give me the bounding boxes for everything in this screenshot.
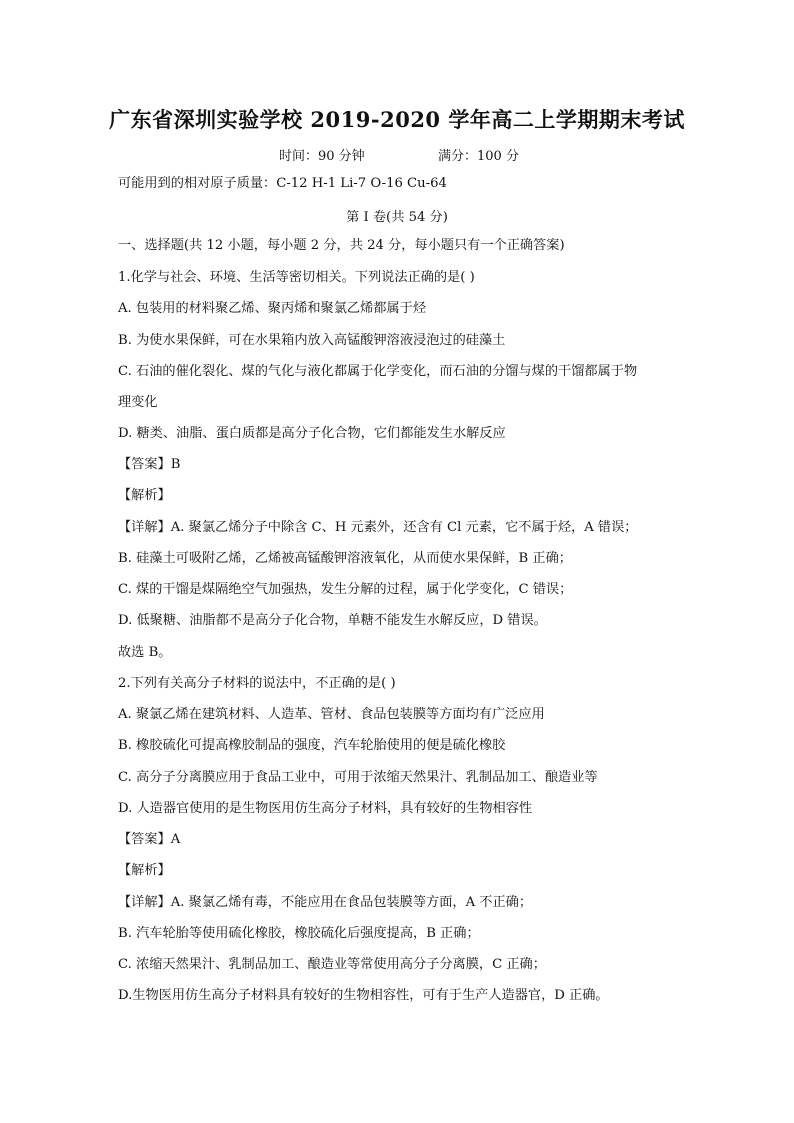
q1-detail-c: C. 煤的干馏是煤隔绝空气加强热，发生分解的过程，属于化学变化，C 错误；: [118, 582, 573, 597]
q1-option-d: D. 糖类、油脂、蛋白质都是高分子化合物，它们都能发生水解反应: [118, 426, 506, 441]
q2-detail-a: 【详解】A. 聚氯乙烯有毒，不能应用在食品包装膜等方面，A 不正确；: [118, 895, 533, 910]
q2-stem: 2.下列有关高分子材料的说法中，不正确的是( ): [118, 676, 396, 691]
q2-detail-d: D.生物医用仿生高分子材料具有较好的生物相容性，可有于生产人造器官，D 正确。: [118, 988, 609, 1003]
atomic-masses: 可能用到的相对原子质量：C-12 H-1 Li-7 O-16 Cu-64: [118, 176, 447, 191]
q2-option-a: A. 聚氯乙烯在建筑材料、人造革、管材、食品包装膜等方面均有广泛应用: [118, 707, 545, 722]
q1-option-c-line1: C. 石油的催化裂化、煤的气化与液化都属于化学变化，而石油的分馏与煤的干馏都属于物: [118, 364, 638, 379]
q2-analysis-label: 【解析】: [118, 863, 171, 878]
q1-option-c-line2: 理变化: [118, 395, 158, 410]
q2-option-c: C. 高分子分离膜应用于食品工业中，可用于浓缩天然果汁、乳制品加工、酿造业等: [118, 770, 598, 785]
q2-detail-c: C. 浓缩天然果汁、乳制品加工、酿造业等常使用高分子分离膜，C 正确；: [118, 957, 546, 972]
q1-analysis-label: 【解析】: [118, 488, 171, 503]
section-heading: 一、选择题(共 12 小题，每小题 2 分，共 24 分，每小题只有一个正确答案): [118, 238, 565, 253]
q1-detail-d: D. 低聚糖、油脂都不是高分子化合物，单糖不能发生水解反应，D 错误。: [118, 613, 547, 628]
q1-detail-a: 【详解】A. 聚氯乙烯分子中除含 C、H 元素外，还含有 Cl 元素，它不属于烃，A 错误；: [118, 520, 638, 535]
q1-answer: 【答案】B: [118, 457, 181, 472]
exam-title: 广东省深圳实验学校 2019-2020 学年高二上学期期末考试: [109, 107, 685, 132]
q2-option-d: D. 人造器官使用的是生物医用仿生高分子材料，具有较好的生物相容性: [118, 801, 533, 816]
q2-answer: 【答案】A: [118, 832, 181, 847]
exam-score: 满分：100 分: [438, 149, 519, 164]
exam-time: 时间：90 分钟: [279, 149, 365, 164]
q2-detail-b: B. 汽车轮胎等使用硫化橡胶，橡胶硫化后强度提高，B 正确；: [118, 926, 480, 941]
q1-stem: 1.化学与社会、环境、生活等密切相关。下列说法正确的是( ): [118, 270, 475, 285]
q1-option-b: B. 为使水果保鲜，可在水果箱内放入高锰酸钾溶液浸泡过的硅藻土: [118, 333, 506, 348]
q2-option-b: B. 橡胶硫化可提高橡胶制品的强度，汽车轮胎使用的便是硫化橡胶: [118, 738, 506, 753]
q1-option-a: A. 包装用的材料聚乙烯、聚丙烯和聚氯乙烯都属于烃: [118, 301, 427, 316]
q1-conclusion: 故选 B。: [118, 645, 172, 660]
volume-heading: 第 I 卷(共 54 分): [346, 210, 448, 225]
q1-detail-b: B. 硅藻土可吸附乙烯，乙烯被高锰酸钾溶液氧化，从而使水果保鲜，B 正确；: [118, 551, 572, 566]
